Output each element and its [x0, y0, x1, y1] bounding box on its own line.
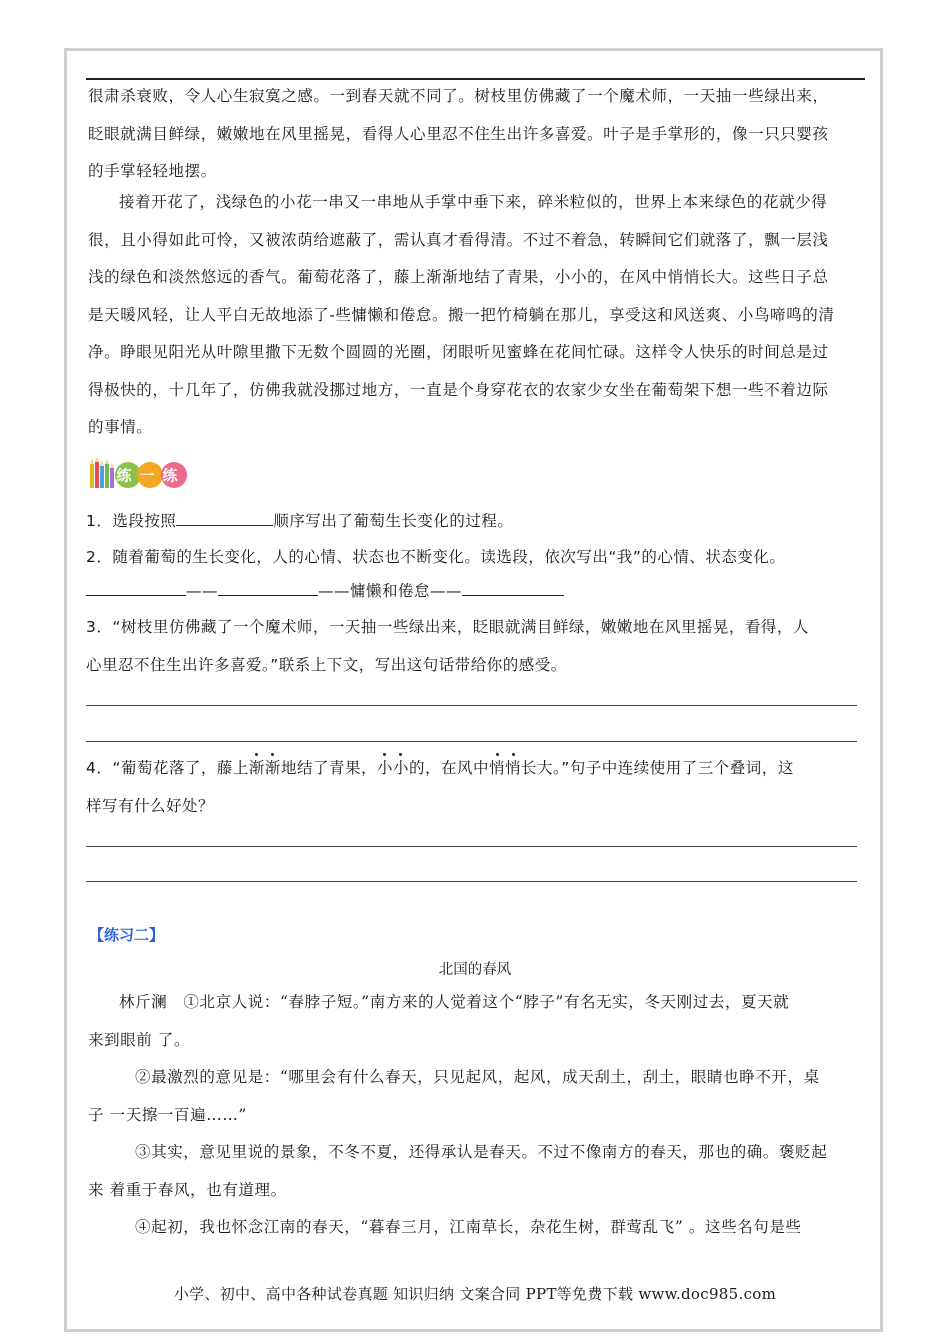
- article-body: [88, 984, 860, 1247]
- answer-line[interactable]: [86, 846, 857, 847]
- article-line: ③其实，意见里说的景象，不冬不夏，还得承认是春天。不过不像南方的春天，那也的确。褒贬起: [135, 1143, 828, 1161]
- article-line: 子 一天擦一百遍……”: [88, 1105, 247, 1124]
- answer-line[interactable]: [86, 741, 857, 742]
- pencils-icon: [90, 456, 114, 488]
- q4-part: 地结了青果，: [280, 759, 377, 777]
- dash: ——: [186, 582, 218, 600]
- answer-blank[interactable]: [86, 577, 186, 596]
- article-line: 来 着重于春风，也有道理。: [88, 1180, 287, 1199]
- passage-line: 是天暖风轻，让人平白无故地添了-些慵懒和倦怠。搬一把竹椅躺在那儿，享受这和风送爽、小鸟啼鸣的清: [88, 305, 835, 324]
- emphasis-char: 渐: [264, 759, 281, 777]
- emphasis-char: 悄: [505, 759, 522, 777]
- article-line: ②最激烈的意见是：“哪里会有什么春天，只见起风，起风，成天刮土，刮土，眼睛也睁不开，桌: [135, 1068, 820, 1086]
- emphasis-char: 渐: [248, 759, 265, 777]
- question-4-line: 样写有什么好处？: [86, 796, 215, 815]
- answer-blank[interactable]: [176, 507, 273, 526]
- question-1-text: 1．选段按照: [86, 512, 177, 530]
- question-3-line: 心里忍不住生出许多喜爱。”联系上下文，写出这句话带给你的感受。: [86, 655, 567, 674]
- answer-line[interactable]: [86, 705, 857, 706]
- question-2: 2．随着葡萄的生长变化，人的心情、状态也不断变化。读选段，依次写出“我”的心情、状态变化。: [86, 548, 786, 566]
- passage-line: 净。睁眼见阳光从叶隙里撒下无数个圆圆的光圈，闭眼听见蜜蜂在花间忙碌。这样令人快乐的时间总是过: [88, 343, 829, 361]
- q4-part: 的，在风中: [408, 759, 489, 777]
- question-3-line: 3．“树枝里仿佛藏了一个魔术师，一天抽一些绿出来，眨眼就满目鲜绿，嫩嫩地在风里摇晃，看得，人: [86, 618, 809, 636]
- question-2-mid: ——慵懒和倦怠——: [318, 582, 463, 600]
- passage-line: 很肃杀衰败，令人心生寂寞之感。一到春天就不同了。树枝里仿佛藏了一个魔术师，一天抽一些绿出来，: [88, 87, 829, 105]
- q4-part: 4．“葡萄花落了，藤上: [86, 759, 249, 777]
- passage-line: 眨眼就满目鲜绿，嫩嫩地在风里摇晃，看得人心里忍不住生出许多喜爱。叶子是手掌形的，像一只只婴孩: [88, 124, 829, 143]
- passage-paragraph-2: [88, 184, 860, 447]
- question-4-line: [86, 750, 858, 788]
- footer-banner: 小学、初中、高中各种试卷真题 知识归纳 文案合同 PPT等免费下载 www.doc985.com: [173, 1285, 777, 1303]
- emphasis-char: 小: [376, 759, 393, 777]
- question-4: [86, 750, 858, 825]
- article-title: 北国的春风: [438, 962, 512, 978]
- answer-line[interactable]: [86, 881, 857, 882]
- q4-part: 长大。”句子中连续使用了三个叠词，这: [521, 759, 794, 777]
- passage-paragraph-1: [88, 78, 860, 191]
- passage-line: 的事情。: [88, 418, 153, 436]
- passage-line: 浅的绿色和淡然悠远的香气。葡萄花落了，藤上渐渐地结了青果，小小的，在风中悄悄长大。这些日子总: [88, 268, 829, 286]
- emphasis-char: 小: [392, 759, 409, 777]
- question-1: [86, 503, 858, 541]
- section-heading: 【练习二】: [89, 926, 165, 944]
- practice-badge: [88, 456, 192, 490]
- question-3: [86, 609, 858, 684]
- passage-line: 很，且小得如此可怜，又被浓荫给遮蔽了，需认真才看得清。不过不着急，转瞬间它们就落了，飘一层浅: [88, 230, 829, 249]
- passage-line: 接着开花了，浅绿色的小花一串又一串地从手掌中垂下来，碎米粒似的，世界上本来绿色的花就少得: [119, 193, 828, 211]
- question-1-text-end: 顺序写出了葡萄生长变化的过程。: [273, 512, 514, 530]
- answer-blank[interactable]: [462, 577, 564, 596]
- passage-line: 得极快的，十几年了，仿佛我就没挪过地方，一直是个身穿花衣的农家少女坐在葡萄架下想一些不着边际: [88, 380, 829, 399]
- passage-line: 的手掌轻轻地摆。: [88, 162, 217, 180]
- badge-label: 练一练: [116, 466, 186, 485]
- answer-blank[interactable]: [218, 577, 318, 596]
- emphasis-char: 悄: [489, 759, 506, 777]
- article-line: 林斤澜 ①北京人说：“春脖子短。”南方来的人觉着这个“脖子”有名无实，冬天刚过去，夏天就: [119, 993, 790, 1011]
- article-line: ④起初，我也怀念江南的春天，“暮春三月，江南草长，杂花生树，群莺乱飞” 。这些名句是些: [135, 1218, 802, 1236]
- article-line: 来到眼前 了。: [88, 1030, 191, 1049]
- question-2-blanks: [86, 573, 858, 611]
